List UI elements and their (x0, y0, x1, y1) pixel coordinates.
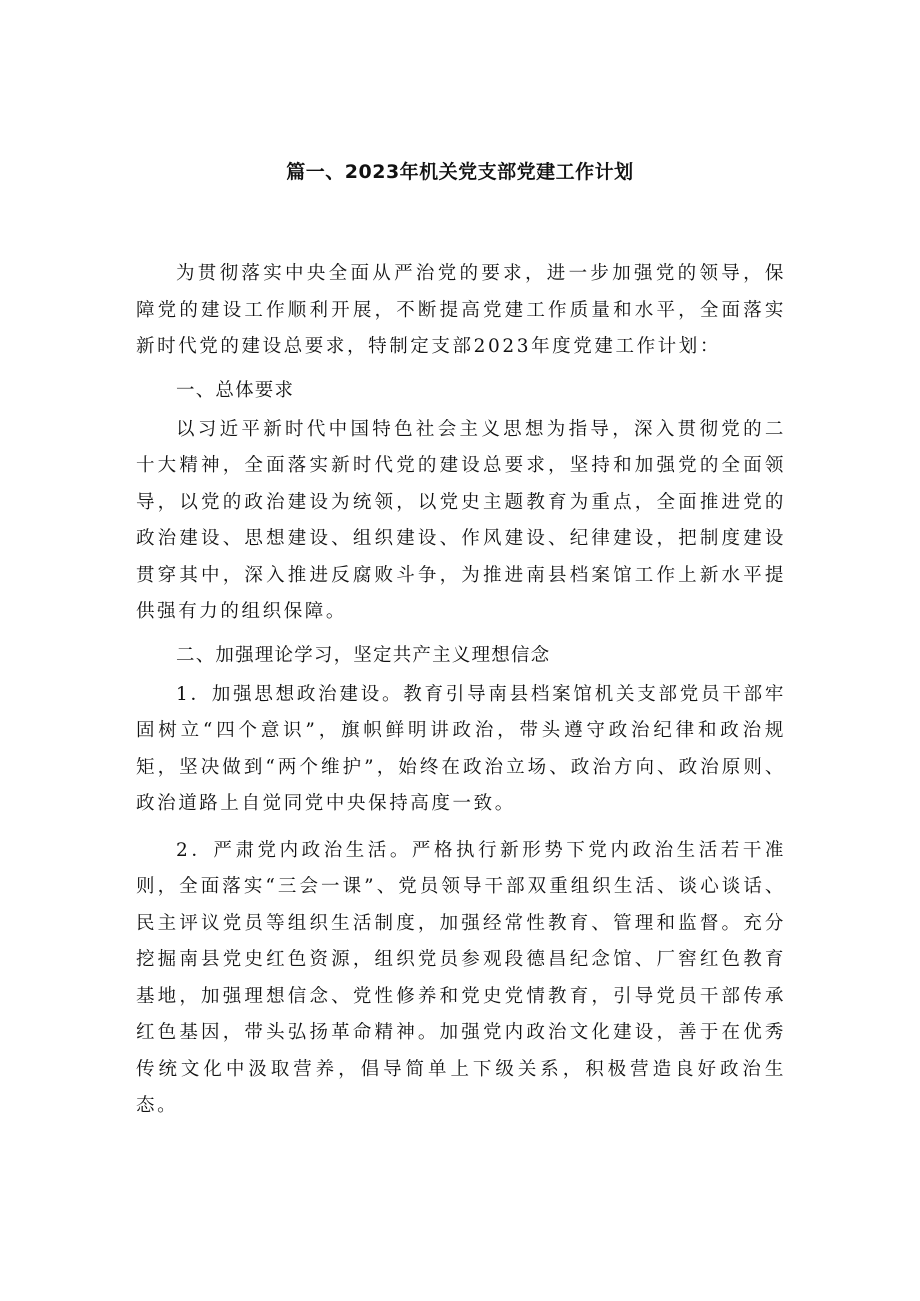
section-1-paragraph: 以习近平新时代中国特色社会主义思想为指导，深入贯彻党的二十大精神，全面落实新时代党的建设总要求，坚持和加强党的全面领导，以党的政治建设为统领，以党史主题教育为重点，全面推进党的政治建设、思想建设、组织建设、作风建设、纪律建设，把制度建设贯穿其中，深入推进反腐败斗争，为推进南县档案馆工作上新水平提供强有力的组织保障。 (136, 418, 786, 622)
document-body (136, 256, 786, 1125)
document-title: 篇一、2023年机关党支部党建工作计划 (286, 161, 634, 183)
section-2-item-2: 2．严肃党内政治生活。严格执行新形势下党内政治生活若干准则，全面落实“三会一课”、党员领导干部双重组织生活、谈心谈话、民主评议党员等组织生活制度，加强经常性教育、管理和监督。充分挖掘南县党史红色资源，组织党员参观段德昌纪念馆、厂窖红色教育基地，加强理想信念、党性修养和党史党情教育，引导党员干部传承红色基因，带头弘扬革命精神。加强党内政治文化建设，善于在优秀传统文化中汲取营养，倡导简单上下级关系，积极营造良好政治生态。 (136, 839, 786, 1116)
section-2-heading: 二、加强理论学习，坚定共产主义理想信念 (176, 644, 551, 666)
intro-paragraph: 为贯彻落实中央全面从严治党的要求，进一步加强党的领导，保障党的建设工作顺利开展，不断提高党建工作质量和水平，全面落实新时代党的建设总要求，特制定支部2023年度党建工作计划： (136, 263, 786, 357)
section-2-item-1: 1．加强思想政治建设。教育引导南县档案馆机关支部党员干部牢固树立“四个意识”，旗帜鲜明讲政治，带头遵守政治纪律和政治规矩，坚决做到“两个维护”，始终在政治立场、政治方向、政治原则、政治道路上自觉同党中央保持高度一致。 (136, 683, 786, 814)
section-1-heading: 一、总体要求 (176, 379, 295, 401)
